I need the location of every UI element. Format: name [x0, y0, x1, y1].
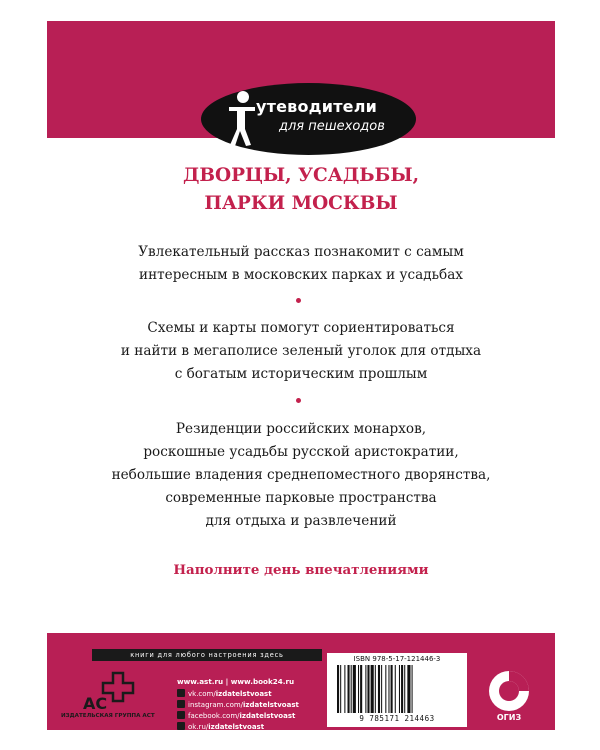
- paragraph-3-line-4: современные парковые пространства: [165, 490, 437, 506]
- paragraph-2-line-3: с богатым историческим прошлым: [174, 366, 428, 382]
- barcode-image: [335, 665, 459, 715]
- social-handle: izdatelstvoast: [239, 712, 296, 720]
- instagram-icon: [177, 700, 185, 708]
- series-logo: [201, 83, 416, 155]
- slogan-text: книги для любого настроения здесь: [130, 651, 284, 659]
- book-title-line1: ДВОРЦЫ, УСАДЬБЫ,: [182, 165, 420, 186]
- barcode-bar: [407, 665, 410, 713]
- bottom-color-band: [47, 633, 555, 730]
- barcode-bar: [367, 665, 369, 713]
- social-handle: izdatelstvoast: [215, 690, 272, 698]
- bullet-separator: [296, 298, 301, 303]
- social-handle: izdatelstvoast: [208, 723, 265, 731]
- social-handle: izdatelstvoast: [243, 701, 299, 709]
- ogiz-label: ОГИЗ: [496, 713, 522, 722]
- paragraph-1-line-1: Увлекательный рассказ познакомит с самым: [138, 244, 464, 260]
- social-link-facebook[interactable]: [177, 711, 295, 720]
- paragraph-1-line-2: интересным в московских парках и усадьбах: [139, 267, 463, 283]
- social-prefix: instagram.com/: [188, 701, 244, 709]
- bullet-separator: [296, 398, 301, 403]
- barcode-bar: [375, 665, 376, 713]
- barcode-bar: [399, 665, 400, 713]
- barcode-bar: [353, 665, 356, 713]
- barcode-bar: [365, 665, 366, 713]
- tagline: Наполните день впечатлениями: [173, 562, 429, 578]
- logo-text-line1: утеводители: [256, 97, 378, 116]
- barcode-bar: [371, 665, 374, 713]
- isbn-text: ISBN 978-5-17-121446-3: [353, 655, 441, 663]
- paragraph-2-line-1: Схемы и карты помогут сориентироваться: [147, 320, 455, 336]
- social-prefix: vk.com/: [188, 690, 216, 698]
- social-link-instagram[interactable]: [177, 700, 299, 709]
- barcode-bar: [378, 665, 380, 713]
- social-prefix: ok.ru/: [188, 723, 209, 731]
- barcode-bar: [348, 665, 350, 713]
- barcode-bar: [388, 665, 389, 713]
- barcode-bar: [358, 665, 359, 713]
- paragraph-3-line-5: для отдыха и развлечений: [205, 513, 397, 529]
- paragraph-3-line-1: Резиденции российских монархов,: [175, 421, 427, 437]
- barcode-bar: [360, 665, 362, 713]
- barcode-bar: [395, 665, 396, 713]
- vk-icon: [177, 689, 185, 697]
- paragraph-3-line-3: небольшие владения среднепоместного дворянства,: [111, 467, 491, 483]
- odnoklassniki-icon: [177, 722, 185, 730]
- barcode-bar: [391, 665, 393, 713]
- social-link-ok[interactable]: [177, 722, 264, 731]
- barcode-bar: [401, 665, 403, 713]
- slogan-bar: [92, 649, 322, 661]
- book-back-cover: [47, 21, 555, 730]
- barcode-bar: [381, 665, 382, 713]
- logo-text-line2: для пешеходов: [279, 119, 385, 134]
- website-links[interactable]: www.ast.ru | www.book24.ru: [177, 677, 295, 686]
- barcode-bar: [351, 665, 352, 713]
- publisher-group-label: ИЗДАТЕЛЬСКАЯ ГРУППА АСТ: [61, 713, 155, 719]
- social-prefix: facebook.com/: [188, 712, 240, 720]
- social-link-vk[interactable]: [177, 689, 272, 698]
- svg-text:AC: AC: [83, 694, 108, 713]
- barcode-bar: [337, 665, 339, 713]
- barcode-bar: [344, 665, 345, 713]
- barcode-bar: [404, 665, 405, 713]
- paragraph-3-line-2: роскошные усадьбы русской аристократии,: [143, 444, 459, 460]
- barcode-number: 9 785171 214463: [359, 714, 435, 723]
- facebook-icon: [177, 711, 185, 719]
- book-title-line2: ПАРКИ МОСКВЫ: [204, 193, 398, 214]
- walking-person-icon: [221, 89, 261, 149]
- barcode-bar: [412, 665, 413, 713]
- barcode-bar: [340, 665, 341, 713]
- paragraph-2-line-2: и найти в мегаполисе зеленый уголок для отдыха: [120, 343, 482, 359]
- barcode-panel: [327, 653, 467, 727]
- ogiz-logo-icon: [487, 669, 531, 713]
- barcode-bar: [385, 665, 386, 713]
